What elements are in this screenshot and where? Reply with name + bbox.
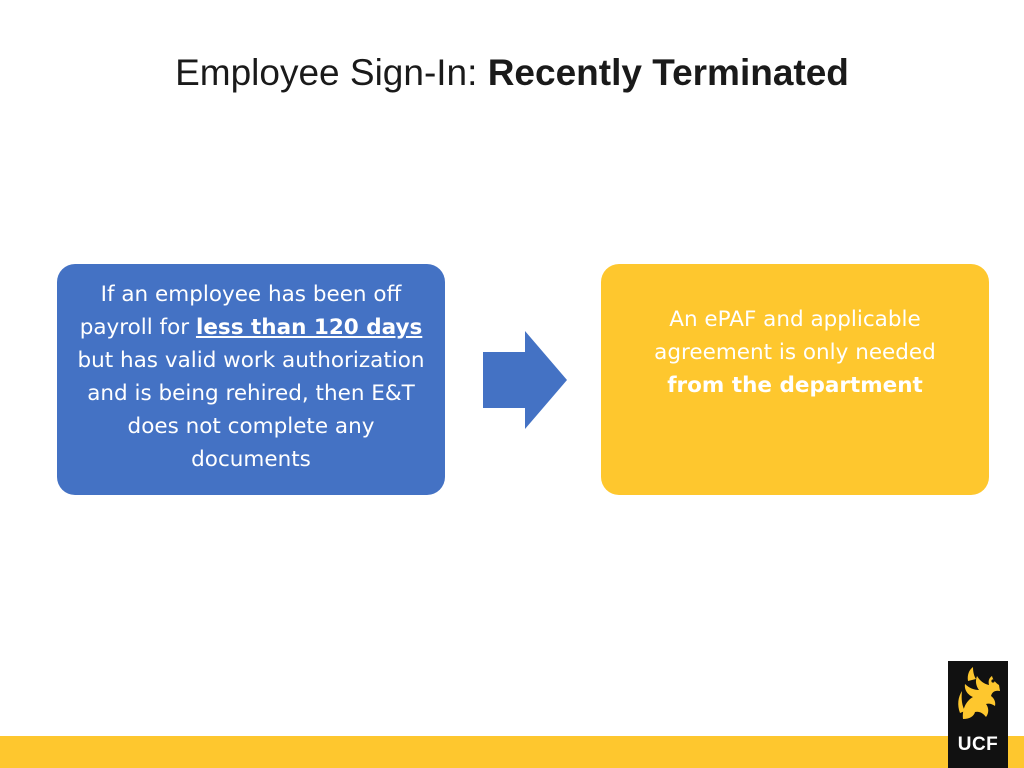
left-box-emphasis: less than 120 days — [195, 314, 423, 340]
left-box-text-after: but has valid work authorization and is being rehired, then E&T does not complete any documents — [77, 347, 425, 472]
left-box-text-before: If an employee has been off payroll for — [79, 281, 402, 340]
right-box — [601, 264, 989, 495]
slide-title — [0, 52, 1024, 94]
title-emphasis: Recently Terminated — [487, 52, 849, 93]
footer-bar — [0, 736, 1024, 768]
right-box-text — [631, 303, 959, 402]
right-box-text-before: An ePAF and applicable agreement is only needed — [654, 307, 936, 365]
ucf-logo — [948, 661, 1008, 768]
pegasus-icon — [948, 661, 1008, 736]
right-box-emphasis: from the department — [667, 373, 923, 398]
arrow-shape — [483, 331, 567, 429]
logo-text: UCF — [957, 734, 999, 755]
left-box — [57, 264, 445, 495]
left-box-text — [69, 278, 433, 476]
title-prefix: Employee Sign-In: — [175, 52, 488, 93]
right-arrow-icon — [483, 331, 567, 429]
